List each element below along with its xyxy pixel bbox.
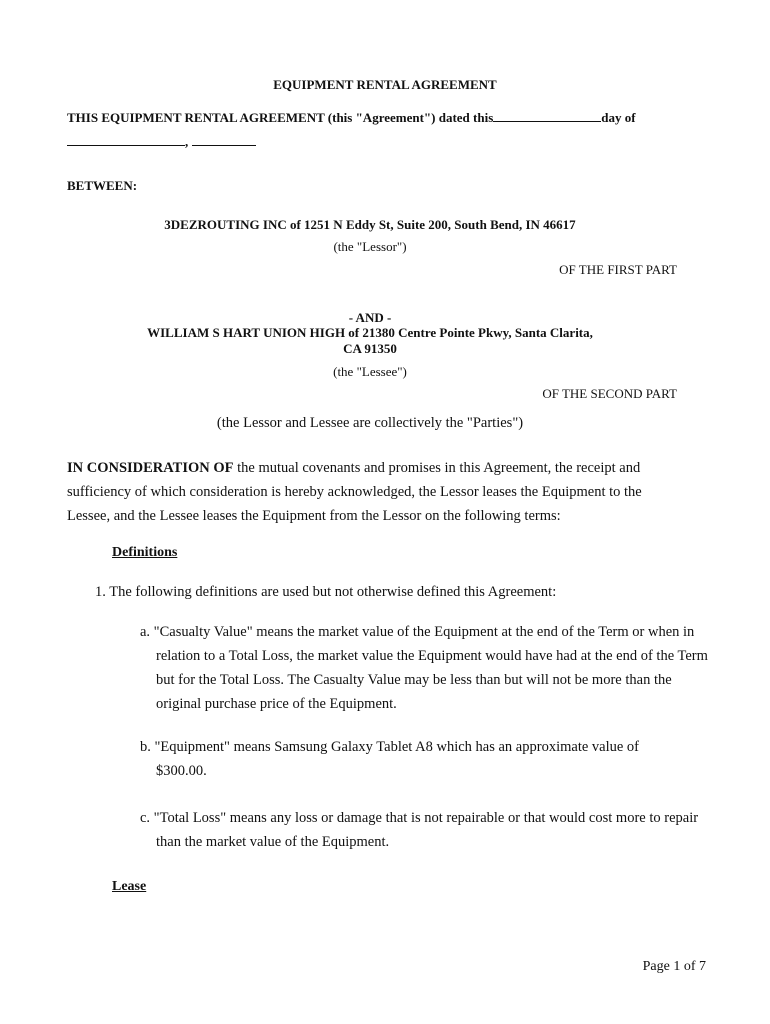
lessee-name-line1: WILLIAM S HART UNION HIGH of 21380 Centre Pointe Pkwy, Santa Clarita, bbox=[147, 325, 593, 340]
definition-c: c. "Total Loss" means any loss or damage that is not repairable or that would cost more to repair than the market value of the Equipment. bbox=[140, 810, 699, 850]
parties-note: (the Lessor and Lessee are collectively the "Parties") bbox=[216, 415, 524, 431]
month-blank bbox=[67, 134, 185, 146]
date-blank-line bbox=[67, 134, 256, 150]
clause-1: 1. The following definitions are used but not otherwise defined this Agreement: bbox=[95, 584, 557, 600]
date-comma: , bbox=[185, 134, 189, 149]
lessor-role: (the "Lessor") bbox=[333, 239, 407, 254]
lessee-part: OF THE SECOND PART bbox=[542, 386, 677, 401]
definition-b: b. "Equipment" means Samsung Galaxy Tablet A8 which has an approximate value of $300.00. bbox=[140, 739, 640, 779]
consideration-text: the mutual covenants and promises in this Agreement, the receipt and sufficiency of which consideration is hereby acknowledged, the Lessor leases the Equipment to the Lessee, and the Lessee leases the Equipment from the Lessor on the following terms: bbox=[67, 460, 642, 524]
and-separator: - AND - bbox=[348, 310, 392, 325]
document-title: EQUIPMENT RENTAL AGREEMENT bbox=[273, 77, 497, 92]
definitions-heading: Definitions bbox=[112, 545, 178, 560]
year-blank bbox=[192, 134, 256, 146]
lessor-part: OF THE FIRST PART bbox=[559, 262, 677, 277]
definition-a: a. "Casualty Value" means the market value of the Equipment at the end of the Term or when in relation to a Total Loss, the market value the Equipment would have had at the end of the Term but for the Total Loss. The Casualty Value may be less than but will not be more than the original purchase price of the Equipment. bbox=[140, 624, 708, 712]
between-label: BETWEEN: bbox=[67, 178, 138, 193]
intro-line bbox=[67, 110, 636, 126]
page-number: Page 1 of 7 bbox=[642, 959, 706, 974]
consideration-lead: IN CONSIDERATION OF bbox=[67, 460, 234, 476]
consideration-paragraph bbox=[67, 456, 677, 528]
lessee-name-line2: CA 91350 bbox=[343, 341, 397, 356]
intro-day-of: day of bbox=[601, 110, 636, 125]
lease-heading: Lease bbox=[112, 879, 147, 894]
lessor-name-address: 3DEZROUTING INC of 1251 N Eddy St, Suite 200, South Bend, IN 46617 bbox=[164, 217, 576, 232]
intro-text: THIS EQUIPMENT RENTAL AGREEMENT (this "Agreement") dated this bbox=[67, 110, 494, 125]
day-blank bbox=[493, 110, 601, 122]
lessee-role: (the "Lessee") bbox=[333, 364, 407, 379]
